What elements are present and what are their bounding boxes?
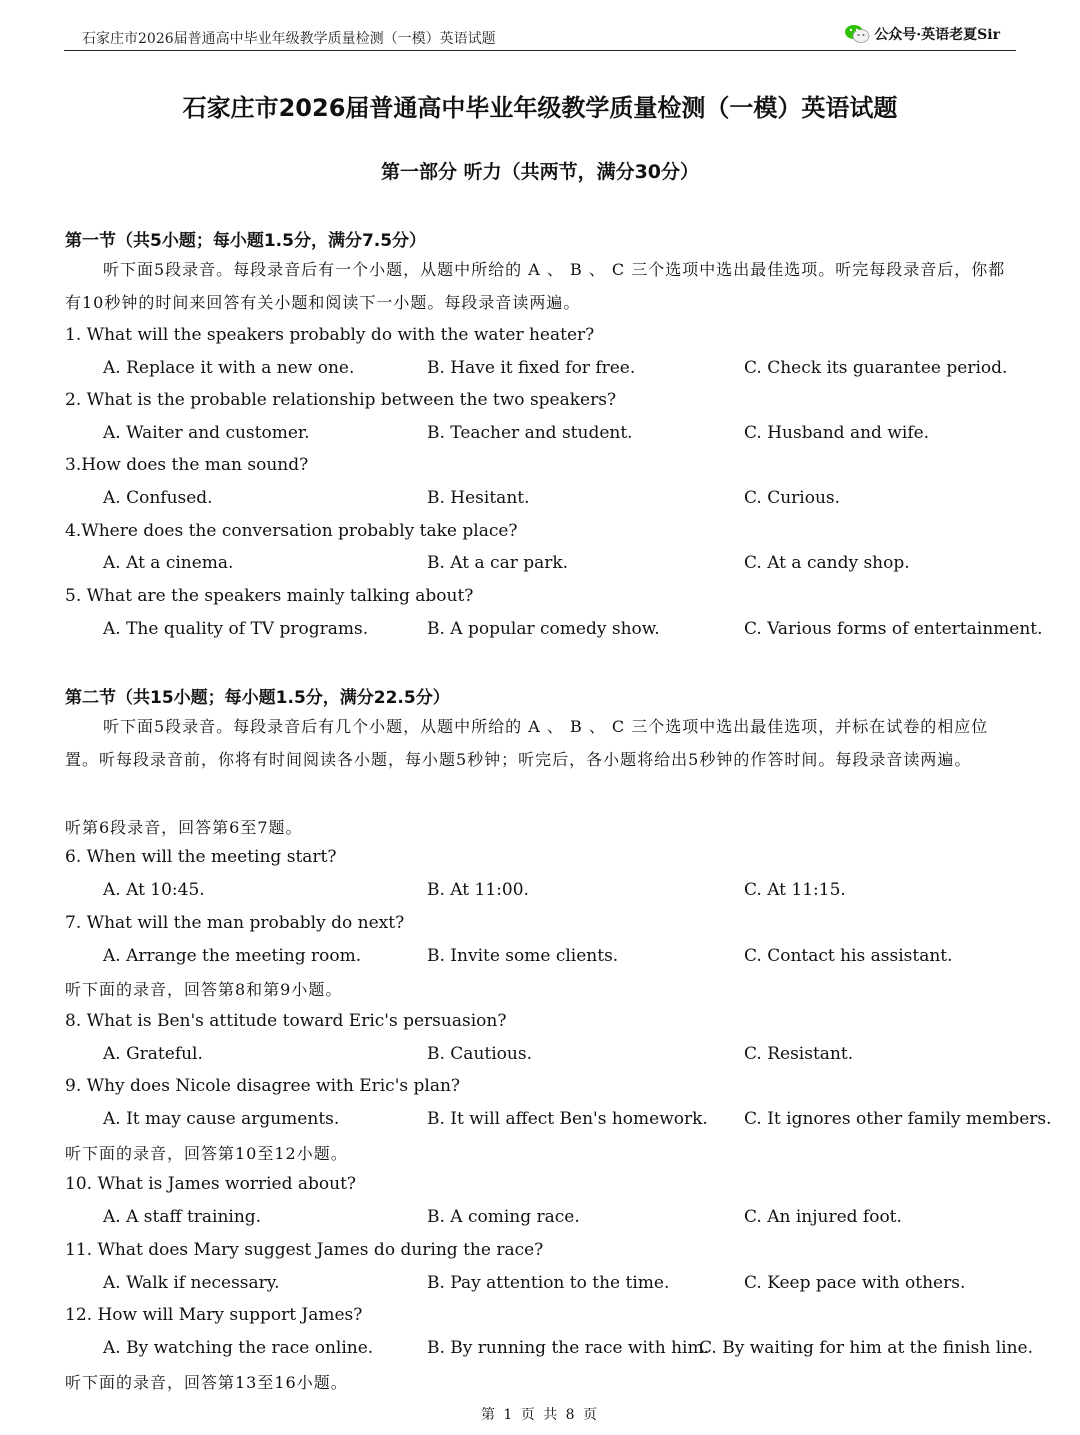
q3-option-b[interactable]: B. Hesitant. [427,488,530,508]
q4-option-b[interactable]: B. At a car park. [427,553,569,573]
q11-option-c[interactable]: C. Keep pace with others. [744,1273,966,1293]
section1-instructions: 听下面5段录音。每段录音后有一个小题，从题中所给的 A 、 B 、 C 三个选项中选出最佳选项。听完每段录音后，你都有10秒钟的时间来回答有关小题和阅读下一小题。每段录音读两遍。 [65,260,1006,312]
listening-note-13: 听下面的录音，回答第13至16小题。 [65,1373,348,1392]
q9-option-c[interactable]: C. It ignores other family members. [744,1109,1052,1129]
question-1: 1. What will the speakers probably do with the water heater? [65,325,595,345]
q2-option-c[interactable]: C. Husband and wife. [744,423,930,443]
part-title: 第一部分 听力（共两节，满分30分） [380,161,700,183]
page-header [64,22,1016,51]
q12-option-a[interactable]: A. By watching the race online. [103,1338,374,1358]
exam-title: 石家庄市2026届普通高中毕业年级教学质量检测（一模）英语试题 [182,94,898,122]
q7-option-c[interactable]: C. Contact his assistant. [744,946,953,966]
question-2: 2. What is the probable relationship between the two speakers? [65,390,617,410]
q6-option-c[interactable]: C. At 11:15. [744,880,846,900]
q7-option-b[interactable]: B. Invite some clients. [427,946,619,966]
listening-note-8: 听下面的录音，回答第8和第9小题。 [65,980,343,999]
q3-option-c[interactable]: C. Curious. [744,488,841,508]
question-7: 7. What will the man probably do next? [65,913,405,933]
q11-option-b[interactable]: B. Pay attention to the time. [427,1273,670,1293]
q5-option-a[interactable]: A. The quality of TV programs. [103,619,369,639]
question-11: 11. What does Mary suggest James do during the race? [65,1240,544,1260]
question-12: 12. How will Mary support James? [65,1305,363,1325]
question-9: 9. Why does Nicole disagree with Eric's plan? [65,1076,461,1096]
q12-option-b[interactable]: B. By running the race with him. [427,1338,710,1358]
q4-option-a[interactable]: A. At a cinema. [103,553,234,573]
question-3: 3.How does the man sound? [65,455,309,475]
q4-option-c[interactable]: C. At a candy shop. [744,553,910,573]
q10-option-b[interactable]: B. A coming race. [427,1207,580,1227]
question-8: 8. What is Ben's attitude toward Eric's persuasion? [65,1011,507,1031]
brand-text: 公众号·英语老夏Sir [874,27,1000,43]
section2-heading: 第二节（共15小题；每小题1.5分，满分22.5分） [65,688,450,708]
q8-option-c[interactable]: C. Resistant. [744,1044,854,1064]
q8-option-b[interactable]: B. Cautious. [427,1044,532,1064]
q8-option-a[interactable]: A. Grateful. [103,1044,203,1064]
question-10: 10. What is James worried about? [65,1174,357,1194]
q9-option-a[interactable]: A. It may cause arguments. [103,1109,340,1129]
listening-note-10: 听下面的录音，回答第10至12小题。 [65,1144,348,1163]
q6-option-b[interactable]: B. At 11:00. [427,880,529,900]
question-5: 5. What are the speakers mainly talking about? [65,586,474,606]
section2-instructions: 听下面5段录音。每段录音后有几个小题，从题中所给的 A 、 B 、 C 三个选项中选出最佳选项，并标在试卷的相应位置。听每段录音前，你将有时间阅读各小题，每小题5秒钟；听完后，各小题将给出5秒钟的作答时间。每段录音读两遍。 [65,717,989,769]
q10-option-a[interactable]: A. A staff training. [103,1207,262,1227]
q5-option-b[interactable]: B. A popular comedy show. [427,619,660,639]
q2-option-a[interactable]: A. Waiter and customer. [103,423,310,443]
q9-option-b[interactable]: B. It will affect Ben's homework. [427,1109,708,1129]
q10-option-c[interactable]: C. An injured foot. [744,1207,902,1227]
header-brand [844,24,1000,44]
q6-option-a[interactable]: A. At 10:45. [103,880,205,900]
q1-option-c[interactable]: C. Check its guarantee period. [744,358,1008,378]
q5-option-c[interactable]: C. Various forms of entertainment. [744,619,1043,639]
question-4: 4.Where does the conversation probably take place? [65,521,518,541]
question-6: 6. When will the meeting start? [65,847,337,867]
header-title: 石家庄市2026届普通高中毕业年级教学质量检测（一模）英语试题 [82,31,496,47]
q7-option-a[interactable]: A. Arrange the meeting room. [103,946,362,966]
listening-note-6: 听第6段录音，回答第6至7题。 [65,818,303,837]
wechat-icon [844,24,870,44]
q11-option-a[interactable]: A. Walk if necessary. [103,1273,280,1293]
q12-option-c[interactable]: C. By waiting for him at the finish line. [699,1338,1034,1358]
page-number: 第 1 页 共 8 页 [480,1407,600,1423]
q2-option-b[interactable]: B. Teacher and student. [427,423,633,443]
section1-heading: 第一节（共5小题；每小题1.5分，满分7.5分） [65,231,427,251]
q3-option-a[interactable]: A. Confused. [103,488,213,508]
q1-option-a[interactable]: A. Replace it with a new one. [103,358,355,378]
q1-option-b[interactable]: B. Have it fixed for free. [427,358,636,378]
